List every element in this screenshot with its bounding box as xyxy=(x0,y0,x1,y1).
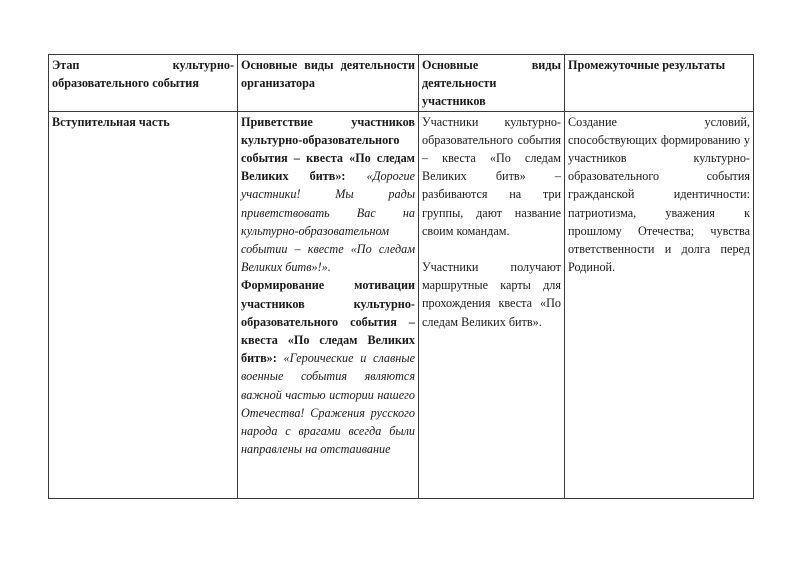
paragraph-spacer xyxy=(422,240,561,258)
table-header-row xyxy=(49,55,754,112)
motivation-speech: «Героические и славные военные события являются важной частью истории нашего Отечества! Сражения русского народа с врагами всегда были направлены на отстаивание xyxy=(241,351,415,457)
header-intermediate-results: Промежуточные результаты xyxy=(565,55,754,112)
event-stages-table xyxy=(48,54,754,499)
table-row xyxy=(49,111,754,498)
cell-organizer-activities xyxy=(238,111,419,498)
cell-intermediate-results xyxy=(565,111,754,498)
participants-paragraph-2: Участники получают маршрутные карты для прохождения квеста «По следам Великих битв». xyxy=(422,260,561,329)
cell-participant-activities xyxy=(419,111,565,498)
motivation-heading: Формирование мотивации участников культурно-образовательного события – квеста «По следам Великих битв»: xyxy=(241,278,415,366)
cell-stage xyxy=(49,111,238,498)
header-stage: Этап культурно-образовательного события xyxy=(49,55,238,112)
greeting-heading: Приветствие участников культурно-образовательного события – квеста «По следам Великих битв»: xyxy=(241,114,415,184)
greeting-speech: «Дорогие участники! Мы рады приветствовать Вас на культурно-образовательном событии – квесте «По следам Великих битв»!». xyxy=(241,169,416,275)
participants-paragraph-1: Участники культурно-образовательного события – квеста «По следам Великих битв» – разбиваются на три группы, дают название своим командам. xyxy=(422,114,561,238)
results-text: Создание условий, способствующих формированию у участников культурно-образовательного события гражданской идентичности: патриотизма, уважения к прошлому Отечества; чувства ответственности и долга перед Родиной. xyxy=(568,114,750,275)
header-participant-activities: Основные виды деятельности участников xyxy=(419,55,565,112)
stage-label: Вступительная часть xyxy=(52,114,170,129)
header-organizer-activities: Основные виды деятельности организатора xyxy=(238,55,419,112)
